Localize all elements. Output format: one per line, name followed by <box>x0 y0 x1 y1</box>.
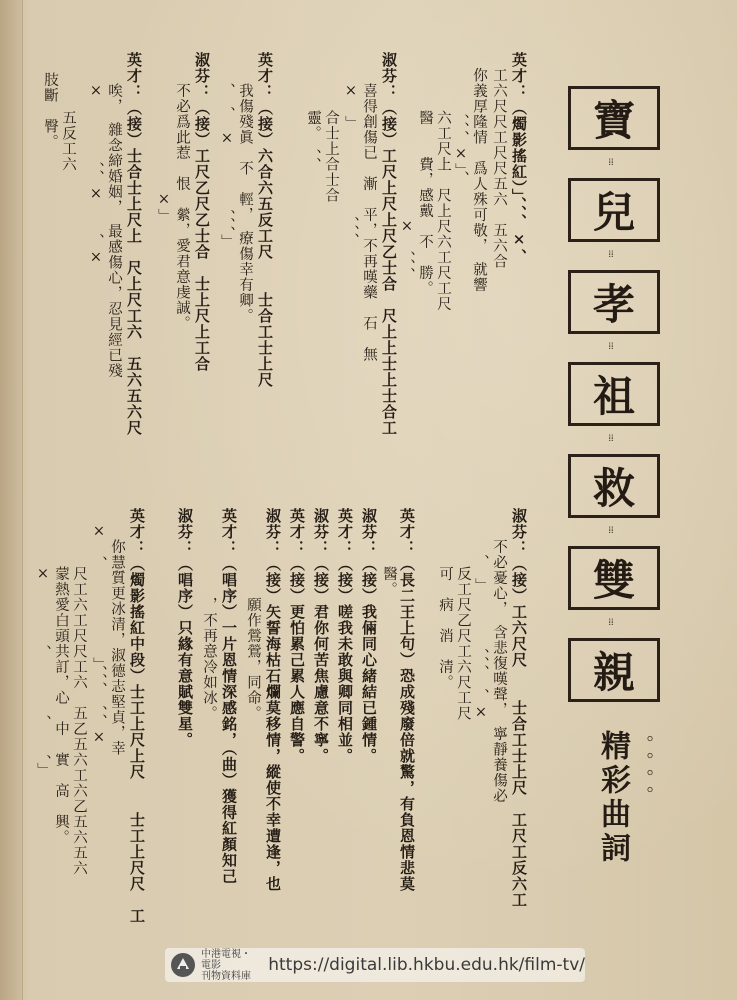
lyric-column: 醫 費，感戴 不 勝。 <box>417 110 433 296</box>
title-char: 兒 <box>592 188 635 237</box>
title-char: 寶 <box>592 96 635 145</box>
library-name <box>201 949 258 982</box>
title-char-box <box>568 86 660 150</box>
library-url[interactable]: https://digital.lib.hkbu.edu.hk/film-tv/ <box>268 955 585 975</box>
lyric-column: 蒙熱愛白頭共訂，心 中 實 高 興。 <box>53 566 69 845</box>
lyric-column: 、 」 、、、 、× <box>473 508 489 722</box>
library-watermark <box>165 948 585 982</box>
lyric-column: 你慧質更冰清，淑德志堅貞，幸 <box>109 508 125 756</box>
lyric-column: 淑芬：（接）君你何苦焦慮意不寧。 <box>312 508 330 764</box>
lyric-column: 淑芬：（接）我倆同心緒結已鍾情。 <box>360 508 378 764</box>
lyric-column: 可 病 消 清。 <box>437 566 453 690</box>
subtitle-dots: 。。。。 <box>633 735 654 812</box>
lyric-column: 喜得創傷已 漸 平，不再嘆藥 石 無 <box>361 52 377 362</box>
lyric-column: 願作鶯鶯，同命。 <box>245 566 261 721</box>
lyric-column: ×」 <box>156 52 172 224</box>
lyric-column: × 、 、 、」 <box>35 566 51 779</box>
title-connector: ⁞⁞ <box>608 434 614 444</box>
lyric-column: 英才：（燭影搖紅中段）士工上尺上尺 士工上尺尺 工 <box>128 508 146 924</box>
lyric-column: 、、、×」、 <box>453 52 469 187</box>
lyric-column: 淑芬：（接）工六尺尺 士合工士上尺 工尺工反六工 <box>510 508 528 908</box>
lyric-column: 反工尺乙尺工六尺工尺 <box>455 566 471 721</box>
lyric-column: 唉， 雜念締婚姻， 最感傷心，忍見經已殘 <box>106 52 122 379</box>
lyric-column: 靈。 、、 <box>305 110 321 173</box>
lyric-column: 淑芬：（唱序）只緣有意賦雙星。 <box>176 508 194 748</box>
subtitle: 精彩曲詞 <box>595 730 630 866</box>
lyric-column: 肢斷 臀。 <box>42 72 58 150</box>
lyric-column: 工六尺尺工尺尺五六 五六合 <box>491 52 507 269</box>
lyric-column: 淑芬：（接）工尺上尺上尺乙士合 尺上上士上士合工 <box>380 52 398 436</box>
title-char-box <box>568 546 660 610</box>
title-char-box <box>568 362 660 426</box>
lyric-column: ，不再意冷如冰。 <box>201 566 217 721</box>
title-char-box <box>568 178 660 242</box>
library-name-line1: 中港電視・電影 <box>201 948 251 971</box>
title-char: 救 <box>592 464 635 513</box>
lyric-column: 淑芬：（接）工尺乙尺乙士合 士上尺上工合 <box>193 52 211 372</box>
lyric-column: 六工尺上 尺上尺六工尺工尺 <box>435 110 451 312</box>
lyric-column: 醫。 <box>381 566 397 597</box>
title-char: 親 <box>592 648 635 697</box>
lyric-column: 尺工六工尺尺工六 五乙五六工六乙五六五六 <box>71 566 87 876</box>
lyric-column: 英才：（唱序）一片恩情深感銘，（曲）獲得紅顏知己 <box>220 508 238 885</box>
page-spine <box>0 0 23 1000</box>
title-connector: ⁞⁞ <box>608 250 614 260</box>
title-char-box <box>568 270 660 334</box>
lyric-column: × 」 、、、 <box>343 52 359 249</box>
title-char: 孝 <box>592 280 635 329</box>
lyric-column: 英才：（接）士合士上尺上 尺上尺工六 五六五六尺 <box>125 52 143 436</box>
title-connector: ⁞⁞ <box>608 526 614 536</box>
lyric-column: 不必憂心， 含悲復嘆聲， 寧靜養傷必 <box>491 508 507 804</box>
title-connector: ⁞⁞ <box>608 342 614 352</box>
lyric-column: × 、、× 、× <box>88 52 104 267</box>
lyric-column: 合士上合士合 <box>323 110 339 203</box>
lyric-column: 英才：（燭影搖紅）」、、、×、 <box>510 52 528 265</box>
lyric-column: 英才：（接）六合六五反工尺 士合工士上尺 <box>256 52 274 388</box>
lyric-column: 英才：（接）更怕累己累人應自警。 <box>288 508 306 764</box>
lyric-column: × 、 」、、、 、、× <box>91 508 107 747</box>
lyric-column: 英才：（長二王上句）恐成殘廢倍就驚，有負恩情悲莫 <box>398 508 416 892</box>
title-char: 祖 <box>592 372 635 421</box>
lyric-column: 你義厚隆情 爲人殊可敬， 就響 <box>471 52 487 293</box>
lyric-column: 英才：（接）嗟我未敢與卿同相並。 <box>336 508 354 764</box>
lyric-column: 淑芬：（接）矢誓海枯石爛莫移情，縱使不幸遭逢，也 <box>264 508 282 892</box>
title-connector: ⁞⁞ <box>608 158 614 168</box>
lyric-column: × 、、、 <box>399 110 415 283</box>
title-char-box <box>568 638 660 702</box>
title-char-box <box>568 454 660 518</box>
lyric-column: 我傷殘眞 不 輕， 療傷幸有卿。 <box>237 52 253 324</box>
library-logo-icon <box>169 951 197 979</box>
lyric-column: 、 、 × 、、、」 <box>219 52 235 250</box>
lyric-column: 五反工六 <box>60 110 76 172</box>
library-name-line2: 刊物資料庫 <box>201 970 251 982</box>
title-connector: ⁞⁞ <box>608 618 614 628</box>
lyric-column: 不必爲此惹 恨 縈，愛君意虔誠。 <box>174 52 190 331</box>
title-char: 雙 <box>592 556 635 605</box>
